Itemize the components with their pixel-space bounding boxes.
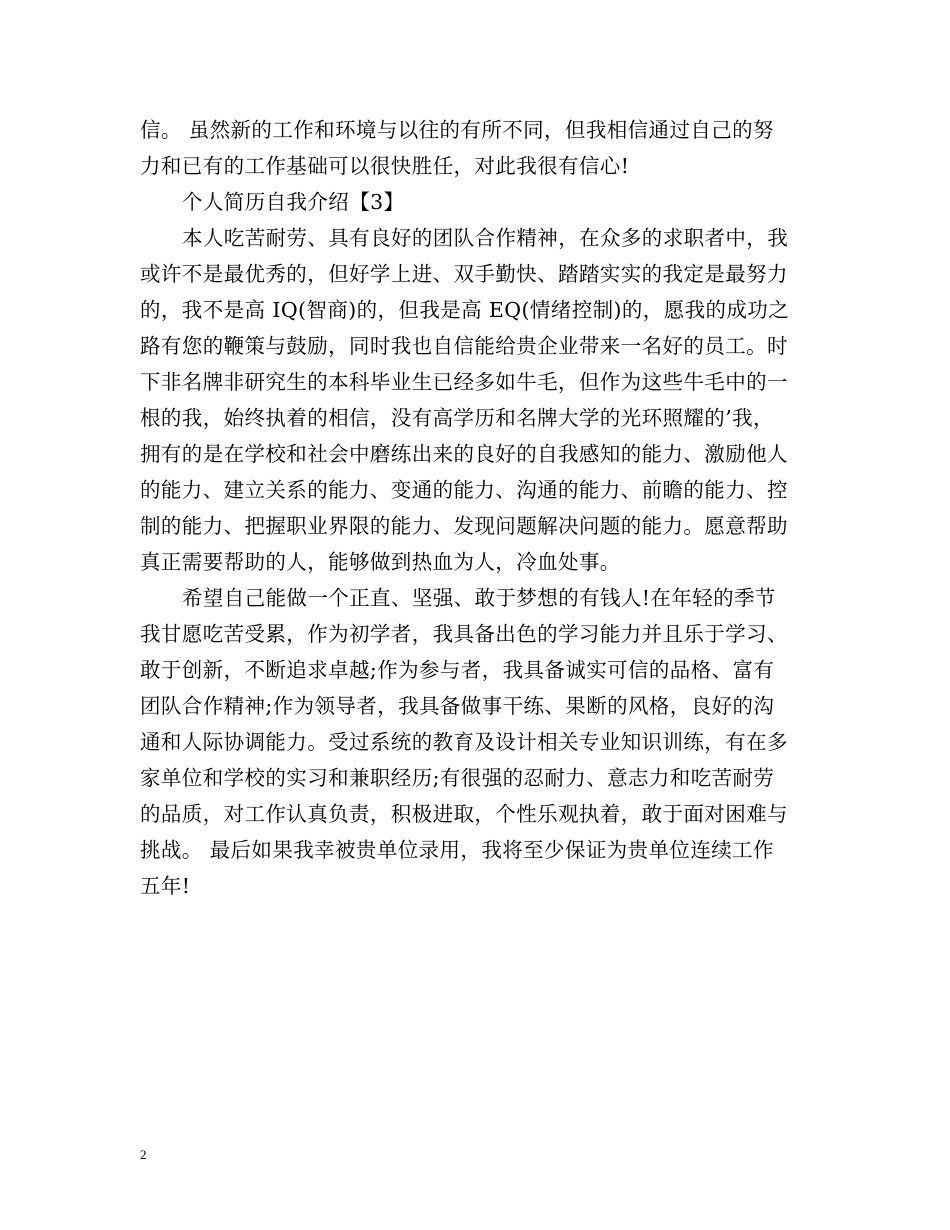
paragraph-1-line: 信。 虽然新的工作和环境与以往的有所不同，但我相信通过自己的努 bbox=[140, 118, 774, 142]
paragraph-2-line: 的能力、建立关系的能力、变通的能力、沟通的能力、前瞻的能力、控 bbox=[140, 478, 788, 502]
paragraph-2-line: 根的我，始终执着的相信，没有高学历和名牌大学的光环照耀的’我， bbox=[140, 406, 774, 430]
paragraph-2-line: 或许不是最优秀的，但好学上进、双手勤快、踏踏实实的我定是最努力 bbox=[140, 262, 788, 286]
paragraph-3-line: 家单位和学校的实习和兼职经历;有很强的忍耐力、意志力和吃苦耐劳 bbox=[140, 766, 775, 790]
paragraph-3-line: 通和人际协调能力。受过系统的教育及设计相关专业知识训练，有在多 bbox=[140, 730, 788, 754]
paragraph-3-line: 五年! bbox=[140, 874, 191, 898]
paragraph-2-line: 本人吃苦耐劳、具有良好的团队合作精神，在众多的求职者中，我 bbox=[182, 226, 789, 250]
paragraph-3-line: 挑战。 最后如果我幸被贵单位录用，我将至少保证为贵单位连续工作 bbox=[140, 838, 774, 862]
paragraph-3-line: 的品质，对工作认真负责，积极进取，个性乐观执着，敢于面对困难与 bbox=[140, 802, 788, 826]
paragraph-2-line: 路有您的鞭策与鼓励，同时我也自信能给贵企业带来一名好的员工。时 bbox=[140, 334, 788, 358]
paragraph-3-line: 敢于创新，不断追求卓越;作为参与者，我具备诚实可信的品格、富有 bbox=[140, 658, 775, 682]
paragraph-3-line: 团队合作精神;作为领导者，我具备做事干练、果断的风格，良好的沟 bbox=[140, 694, 775, 718]
paragraph-2-line: 制的能力、把握职业界限的能力、发现问题解决问题的能力。愿意帮助 bbox=[140, 514, 788, 538]
section-heading: 个人简历自我介绍【3】 bbox=[182, 190, 405, 214]
paragraph-1-line: 力和已有的工作基础可以很快胜任，对此我很有信心! bbox=[140, 154, 630, 178]
page-number: 2 bbox=[140, 1147, 147, 1162]
paragraph-3-line: 希望自己能做一个正直、坚强、敢于梦想的有钱人!在年轻的季节 bbox=[182, 586, 776, 610]
paragraph-2-line: 拥有的是在学校和社会中磨练出来的良好的自我感知的能力、激励他人 bbox=[140, 442, 788, 466]
paragraph-3-line: 我甘愿吃苦受累，作为初学者，我具备出色的学习能力并且乐于学习、 bbox=[140, 622, 788, 646]
paragraph-2-line: 真正需要帮助的人，能够做到热血为人，冷血处事。 bbox=[140, 550, 621, 574]
document-body bbox=[140, 112, 815, 904]
paragraph-2-line: 下非名牌非研究生的本科毕业生已经多如牛毛，但作为这些牛毛中的一 bbox=[140, 370, 788, 394]
paragraph-2-line: 的，我不是高 IQ(智商)的，但我是高 EQ(情绪控制)的，愿我的成功之 bbox=[140, 298, 790, 322]
